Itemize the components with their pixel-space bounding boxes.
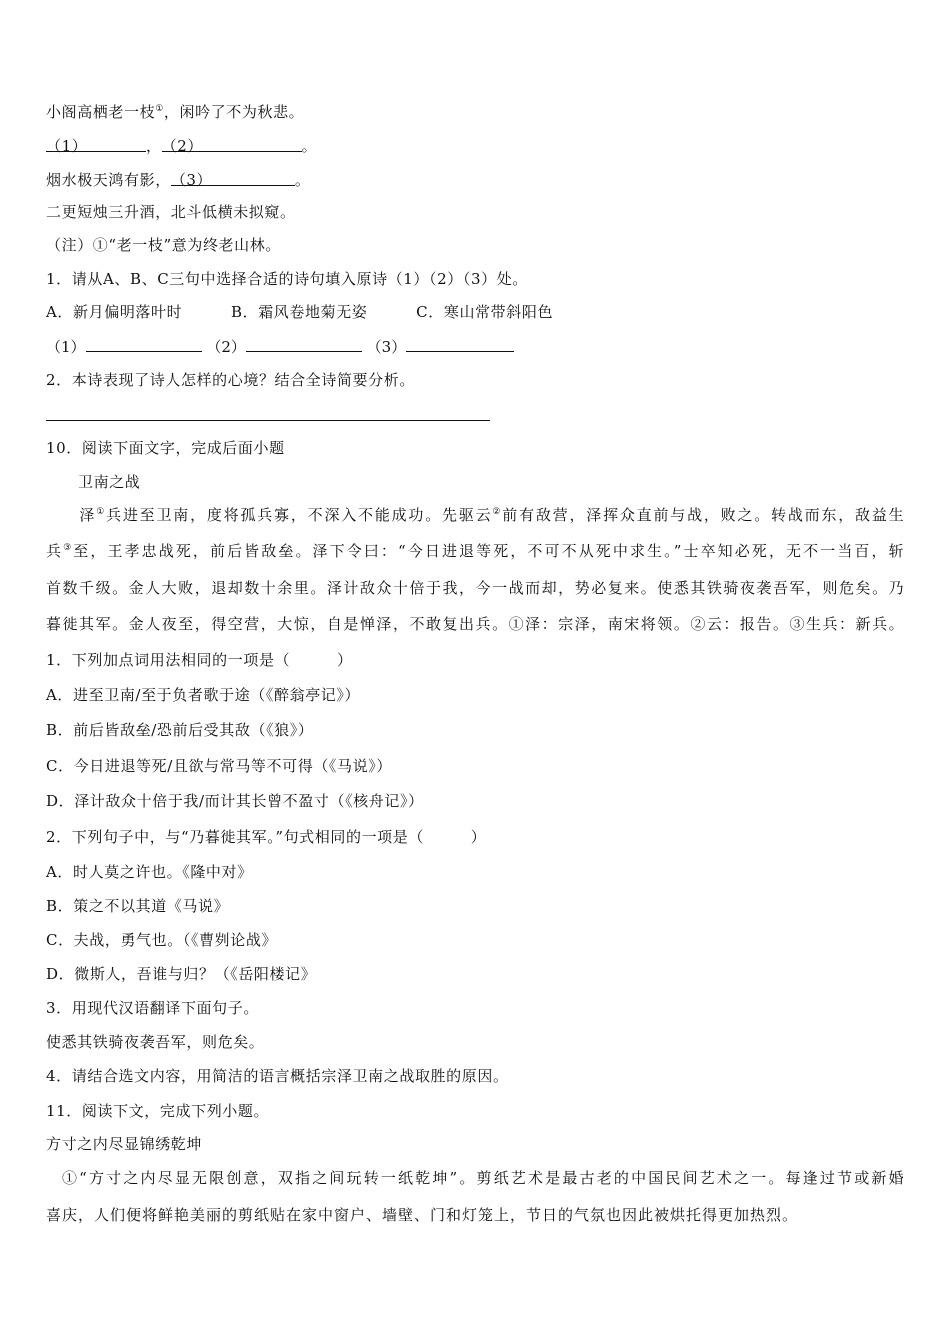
- q10-subquestion-4: 4．请结合选文内容，用简洁的语言概括宗泽卫南之战取胜的原因。: [46, 1067, 509, 1085]
- option-c: C．寒山常带斜阳色: [416, 303, 554, 321]
- q9-options: [46, 302, 553, 322]
- q10-s2-option-a[interactable]: A．时人莫之许也。《隆中对》: [46, 863, 253, 881]
- q11-passage-line-2: 喜庆，人们便将鲜艳美丽的剪纸贴在家中窗户、墙壁、门和灯笼上，节日的气氛也因此被烘托得更加热烈。: [46, 1206, 799, 1224]
- q10-header: 10．阅读下面文字，完成后面小题: [46, 439, 285, 457]
- fill-2-label: （2）: [206, 338, 246, 356]
- q10-s2-option-b[interactable]: B．策之不以其道《马说》: [46, 897, 230, 915]
- fill-3-label: （3）: [366, 338, 407, 356]
- poem-line-1-head: 小阁高栖老一枝: [46, 103, 156, 121]
- blank-3[interactable]: [170, 170, 295, 189]
- blank-2-label: （2）: [161, 137, 203, 155]
- q10-passage-line-4: 暮徙其军。金人夜至，得空营，大惊，自是惮泽，不敢复出兵。①泽：宗泽，南宋将领。②云：报告。③生兵：新兵。: [46, 615, 904, 633]
- text-run: 至，王孝忠战死，前后皆敌垒。泽下令曰：“今日进退等死，不可不从死中求生。”士卒知必死，无不一当百，斩: [73, 542, 905, 560]
- q10-s1-option-c[interactable]: C．今日进退等死/且欲与常马等不可得（《马说》）: [46, 757, 392, 775]
- q10-passage-line-1: [46, 505, 904, 525]
- q9-fill-line: [46, 336, 514, 357]
- fill-1-blank[interactable]: [86, 336, 202, 352]
- q11-passage-line-1: ①“方寸之内尽显无限创意，双指之间玩转一纸乾坤”。剪纸艺术是最古老的中国民间艺术之一。每逢过节或新婚: [62, 1169, 904, 1187]
- text-run: 兵: [46, 542, 64, 560]
- footnote-marker: ①: [96, 507, 107, 517]
- fill-1-label: （1）: [46, 338, 86, 356]
- poem-line-1-tail: ，闲吟了不为秋悲。: [163, 103, 305, 121]
- blank-1[interactable]: [46, 136, 146, 155]
- q10-s2-option-c[interactable]: C．夫战，勇气也。（《曹刿论战》: [46, 931, 278, 949]
- q10-subquestion-2: 2．下列句子中，与“乃暮徙其军。”句式相同的一项是（ ）: [46, 828, 487, 846]
- blank-end: 。: [301, 137, 318, 155]
- option-b: B．霜风卷地菊无姿: [230, 303, 368, 321]
- blank-separator: ，: [146, 137, 162, 155]
- blank-3-label: （3）: [170, 171, 213, 189]
- text-run: 泽: [78, 506, 97, 524]
- q11-passage-title: 方寸之内尽显锦绣乾坤: [46, 1135, 203, 1153]
- footnote-marker: ①: [155, 104, 164, 114]
- q10-subquestion-3: 3．用现代汉语翻译下面句子。: [46, 999, 259, 1017]
- poem-note: （注）①“老一枝”意为终老山林。: [46, 236, 281, 254]
- poem-line-3: [46, 170, 310, 190]
- q10-subquestion-1: 1．下列加点词用法相同的一项是（ ）: [46, 651, 353, 669]
- text-run: 兵进至卫南，度将孤兵寡，不深入不能成功。先驱云: [106, 506, 493, 524]
- blank-2[interactable]: [161, 136, 302, 155]
- poem-line-1: [46, 102, 304, 122]
- q10-passage-line-2: [46, 541, 904, 561]
- option-a: A．新月偏明落叶时: [46, 303, 183, 321]
- poem-line-3-end: 。: [294, 171, 311, 189]
- fill-2-blank[interactable]: [246, 336, 362, 352]
- blank-1-label: （1）: [46, 137, 88, 155]
- q10-passage-title: 卫南之战: [78, 473, 141, 491]
- q10-s3-sentence: 使悉其铁骑夜袭吾军，则危矣。: [46, 1033, 265, 1051]
- fill-3-blank[interactable]: [406, 336, 514, 352]
- q10-s1-option-d[interactable]: D．泽计敌众十倍于我/而计其长曾不盈寸（《核舟记》）: [46, 792, 424, 810]
- q9-subquestion-2: 2．本诗表现了诗人怎样的心境？结合全诗简要分析。: [46, 371, 415, 389]
- q9-subquestion-1: 1．请从A、B、C三句中选择合适的诗句填入原诗（1）（2）（3）处。: [46, 270, 528, 288]
- poem-blank-line: [46, 136, 317, 156]
- answer-line[interactable]: [46, 420, 490, 421]
- poem-line-3-head: 烟水极天鸿有影，: [46, 171, 171, 189]
- footnote-marker: ③: [63, 543, 74, 553]
- footnote-marker: ②: [492, 507, 503, 517]
- q10-passage-line-3: 首数千级。金人大败，退却数十余里。泽计敌众十倍于我，今一战而却，势必复来。使悉其铁骑夜袭吾军，则危矣。乃: [46, 579, 904, 597]
- poem-line-4: 二更短烛三升酒，北斗低横未拟窥。: [46, 203, 296, 221]
- q11-header: 11．阅读下文，完成下列小题。: [46, 1102, 270, 1120]
- q10-s2-option-d[interactable]: D．微斯人，吾谁与归？（《岳阳楼记》: [46, 965, 317, 983]
- text-run: 前有敌营，泽挥众直前与战，败之。转战而东，敌益生: [502, 506, 905, 524]
- q10-s1-option-a[interactable]: A．进至卫南/至于负者歌于途（《醉翁亭记》）: [46, 686, 361, 704]
- q10-s1-option-b[interactable]: B．前后皆敌垒/恐前后受其敌（《狼》）: [46, 721, 314, 739]
